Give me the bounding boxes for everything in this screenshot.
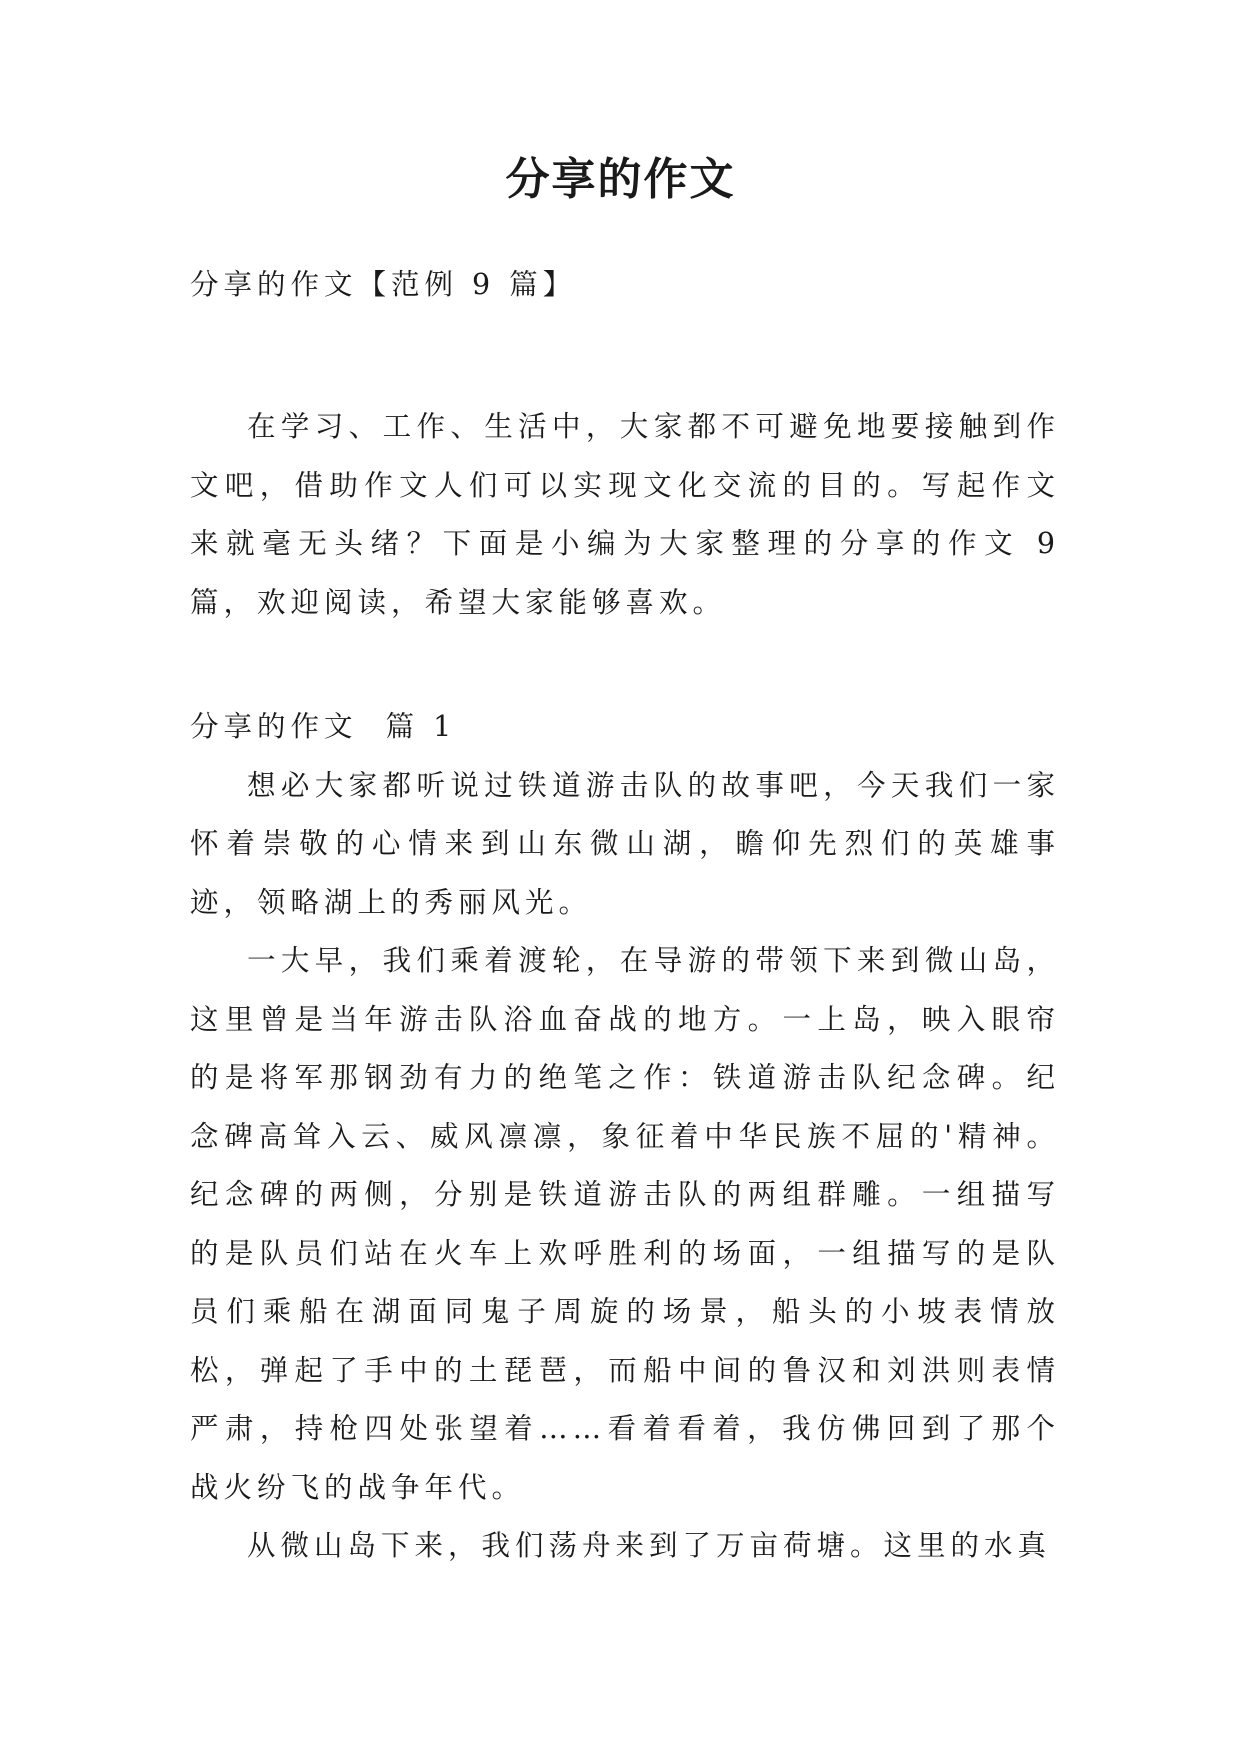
document-title: 分享的作文 xyxy=(505,154,736,205)
essay-section-1 xyxy=(190,698,1060,1576)
intro-paragraph: 在学习、工作、生活中，大家都不可避免地要接触到作文吧，借助作文人们可以实现文化交流的目的。写起作文来就毫无头绪？下面是小编为大家整理的分享的作文 9 篇，欢迎阅读，希望大家能够喜欢。 xyxy=(190,410,1060,619)
intro-section xyxy=(190,398,1060,632)
section-heading: 分享的作文 篇 1 xyxy=(190,710,457,743)
body-paragraph: 想必大家都听说过铁道游击队的故事吧，今天我们一家怀着崇敬的心情来到山东微山湖，瞻仰先烈们的英雄事迹，领略湖上的秀丽风光。 xyxy=(190,768,1060,919)
document-subtitle xyxy=(190,256,1060,315)
subtitle-text: 分享的作文【范例 9 篇】 xyxy=(190,268,577,301)
body-paragraph: 一大早，我们乘着渡轮，在导游的带领下来到微山岛，这里曾是当年游击队浴血奋战的地方。一上岛，映入眼帘的是将军那钢劲有力的绝笔之作：铁道游击队纪念碑。纪念碑高耸入云、威风凛凛，象征着中华民族不屈的'精神。纪念碑的两侧，分别是铁道游击队的两组群雕。一组描写的是队员们站在火车上欢呼胜利的场面，一组描写的是队员们乘船在湖面同鬼子周旋的场景，船头的小坡表情放松，弹起了手中的土琵琶，而船中间的鲁汉和刘洪则表情严肃，持枪四处张望着……看着看着，我仿佛回到了那个战火纷飞的战争年代。 xyxy=(190,944,1060,1504)
body-paragraph: 从微山岛下来，我们荡舟来到了万亩荷塘。这里的水真 xyxy=(247,1529,1052,1562)
